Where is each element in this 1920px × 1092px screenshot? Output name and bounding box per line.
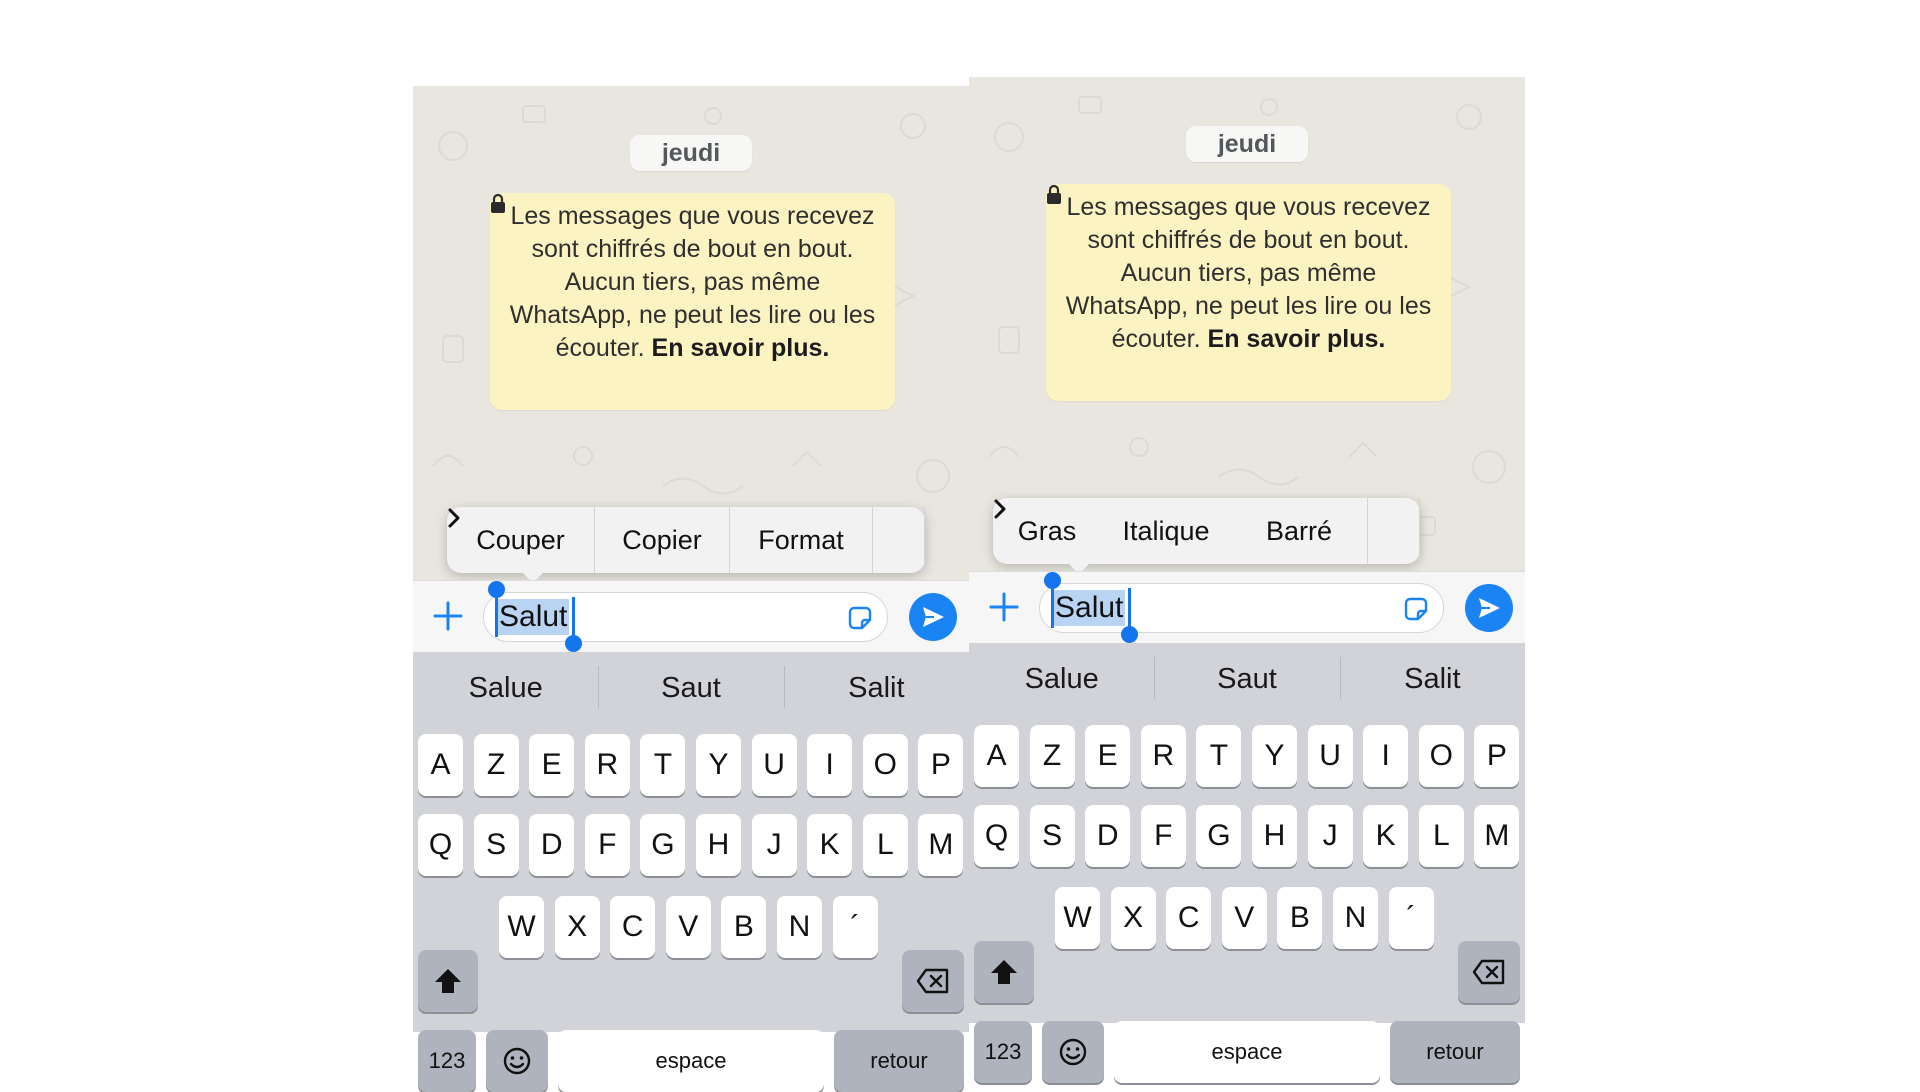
sticker-icon[interactable]	[846, 604, 874, 632]
suggestion-item[interactable]: Saut	[598, 672, 783, 705]
edit-menu	[447, 507, 925, 573]
plus-icon[interactable]	[986, 589, 1022, 625]
more-button[interactable]	[1368, 498, 1420, 564]
emoji-key[interactable]	[1042, 1021, 1104, 1083]
chevron-right-icon	[447, 507, 461, 529]
letter-key[interactable]: G	[1196, 805, 1241, 867]
shift-icon	[989, 958, 1019, 986]
emoji-icon	[502, 1046, 532, 1076]
letter-key[interactable]: V	[666, 896, 711, 958]
shift-key[interactable]	[418, 950, 478, 1012]
letter-key[interactable]: N	[777, 896, 822, 958]
selected-text[interactable]: Salut	[1055, 591, 1124, 624]
letter-key[interactable]: O	[863, 734, 908, 796]
numbers-key[interactable]: 123	[418, 1030, 476, 1092]
letter-key[interactable]: K	[1363, 805, 1408, 867]
selection-end-caret	[572, 597, 575, 637]
shift-key[interactable]	[974, 941, 1034, 1003]
copy-button[interactable]: Copier	[595, 507, 730, 573]
send-icon	[920, 604, 946, 630]
letter-key[interactable]: V	[1222, 887, 1267, 949]
letter-key[interactable]: W	[499, 896, 544, 958]
message-input[interactable]	[1039, 583, 1444, 633]
letter-key[interactable]: Z	[1030, 725, 1075, 787]
phone-screen-left	[413, 86, 969, 1073]
suggestion-item[interactable]: Salue	[1024, 662, 1099, 695]
space-key[interactable]: espace	[1114, 1021, 1380, 1083]
letter-key[interactable]: M	[1474, 805, 1519, 867]
letter-key[interactable]: B	[721, 896, 766, 958]
letter-key[interactable]: C	[610, 896, 655, 958]
sticker-icon[interactable]	[1402, 595, 1430, 623]
selected-text[interactable]: Salut	[499, 600, 568, 633]
notice-text: Les messages que vous recevez sont chiffrés de bout en bout. Aucun tiers, pas même WhatsApp, ne peut les lire ou les écouter.	[1065, 193, 1432, 353]
suggestion-item[interactable]: Salit	[1340, 663, 1525, 696]
letter-key[interactable]: W	[1055, 887, 1100, 949]
compose-bar	[413, 580, 969, 653]
letter-key[interactable]: F	[1141, 805, 1186, 867]
letter-key[interactable]: S	[474, 814, 519, 876]
date-label: jeudi	[630, 135, 752, 171]
phone-screen-right	[969, 86, 1525, 1064]
letter-key[interactable]: H	[1252, 805, 1297, 867]
suggestion-bar	[413, 652, 969, 724]
send-button[interactable]	[1465, 584, 1513, 632]
letter-key[interactable]: Q	[418, 814, 463, 876]
letter-key[interactable]: Y	[1252, 725, 1297, 787]
delete-key[interactable]	[902, 950, 964, 1012]
letter-key[interactable]: E	[1085, 725, 1130, 787]
letter-key[interactable]: R	[585, 734, 630, 796]
cut-button[interactable]: Couper	[447, 507, 595, 573]
letter-key[interactable]: X	[1111, 887, 1156, 949]
letter-key[interactable]: T	[1196, 725, 1241, 787]
letter-key[interactable]: J	[752, 814, 797, 876]
emoji-key[interactable]	[486, 1030, 548, 1092]
selection-end-handle[interactable]	[565, 635, 582, 652]
letter-key[interactable]: A	[418, 734, 463, 796]
letter-key[interactable]: K	[807, 814, 852, 876]
return-key[interactable]: retour	[834, 1030, 964, 1092]
selection-end-handle[interactable]	[1121, 626, 1138, 643]
send-button[interactable]	[909, 593, 957, 641]
letter-key[interactable]: U	[1308, 725, 1353, 787]
message-input[interactable]	[483, 592, 888, 642]
backspace-icon	[916, 968, 950, 994]
suggestion-item[interactable]: Saut	[1154, 663, 1339, 696]
letter-key[interactable]: L	[1419, 805, 1464, 867]
selection-end-caret	[1128, 588, 1131, 628]
numbers-key[interactable]: 123	[974, 1021, 1032, 1083]
selection-start-caret	[495, 597, 498, 637]
shift-icon	[433, 967, 463, 995]
chat-background	[413, 86, 969, 580]
more-button[interactable]	[873, 507, 925, 573]
letter-key[interactable]: G	[640, 814, 685, 876]
letter-key[interactable]: P	[918, 734, 963, 796]
selection-start-caret	[1051, 588, 1054, 628]
strikethrough-button[interactable]: Barré	[1231, 498, 1368, 564]
letter-key[interactable]: L	[863, 814, 908, 876]
letter-key[interactable]: P	[1474, 725, 1519, 787]
learn-more-link[interactable]: En savoir plus.	[1207, 325, 1386, 353]
encryption-notice[interactable]	[1046, 184, 1451, 401]
notice-text: Les messages que vous recevez sont chiffrés de bout en bout. Aucun tiers, pas même WhatsApp, ne peut les lire ou les écouter.	[509, 202, 876, 362]
letter-key[interactable]: D	[529, 814, 574, 876]
letter-key[interactable]: X	[555, 896, 600, 958]
encryption-notice[interactable]	[490, 193, 895, 410]
letter-key[interactable]: E	[529, 734, 574, 796]
suggestion-item[interactable]: Salue	[468, 671, 543, 704]
letter-key[interactable]: S	[1030, 805, 1075, 867]
keyboard	[413, 652, 969, 1073]
selection-start-handle[interactable]	[488, 581, 505, 598]
letter-key[interactable]: Z	[474, 734, 519, 796]
letter-key[interactable]: O	[1419, 725, 1464, 787]
backspace-icon	[1472, 959, 1506, 985]
letter-key[interactable]: U	[752, 734, 797, 796]
letter-key[interactable]: T	[640, 734, 685, 796]
letter-key[interactable]: D	[1085, 805, 1130, 867]
date-label: jeudi	[1186, 126, 1308, 162]
selection-start-handle[interactable]	[1044, 572, 1061, 589]
letter-key[interactable]: N	[1333, 887, 1378, 949]
send-icon	[1476, 595, 1502, 621]
letter-key[interactable]: C	[1166, 887, 1211, 949]
suggestion-bar	[969, 643, 1525, 715]
letter-key[interactable]: A	[974, 725, 1019, 787]
space-key[interactable]: espace	[558, 1030, 824, 1092]
chevron-right-icon	[993, 498, 1007, 520]
emoji-icon	[1058, 1037, 1088, 1067]
letter-key[interactable]: M	[918, 814, 963, 876]
lock-icon	[490, 193, 506, 213]
keyboard	[969, 643, 1525, 1064]
letter-key[interactable]: ´	[833, 896, 878, 958]
letter-key[interactable]: Y	[696, 734, 741, 796]
return-key[interactable]: retour	[1390, 1021, 1520, 1083]
letter-key[interactable]: Q	[974, 805, 1019, 867]
italic-button[interactable]: Italique	[1122, 515, 1210, 546]
letter-key[interactable]: F	[585, 814, 630, 876]
format-button[interactable]: Format	[730, 507, 873, 573]
letter-key[interactable]: B	[1277, 887, 1322, 949]
plus-icon[interactable]	[430, 598, 466, 634]
letter-key[interactable]: H	[696, 814, 741, 876]
suggestion-item[interactable]: Salit	[784, 672, 969, 705]
learn-more-link[interactable]: En savoir plus.	[651, 334, 830, 362]
lock-icon	[1046, 184, 1062, 204]
letter-key[interactable]: I	[807, 734, 852, 796]
letter-key[interactable]: J	[1308, 805, 1353, 867]
letter-key[interactable]: ´	[1389, 887, 1434, 949]
letter-key[interactable]: I	[1363, 725, 1408, 787]
delete-key[interactable]	[1458, 941, 1520, 1003]
letter-key[interactable]: R	[1141, 725, 1186, 787]
chat-background	[969, 77, 1525, 571]
bold-button[interactable]: Gras	[1017, 515, 1077, 546]
format-menu	[993, 498, 1420, 564]
compose-bar	[969, 571, 1525, 644]
